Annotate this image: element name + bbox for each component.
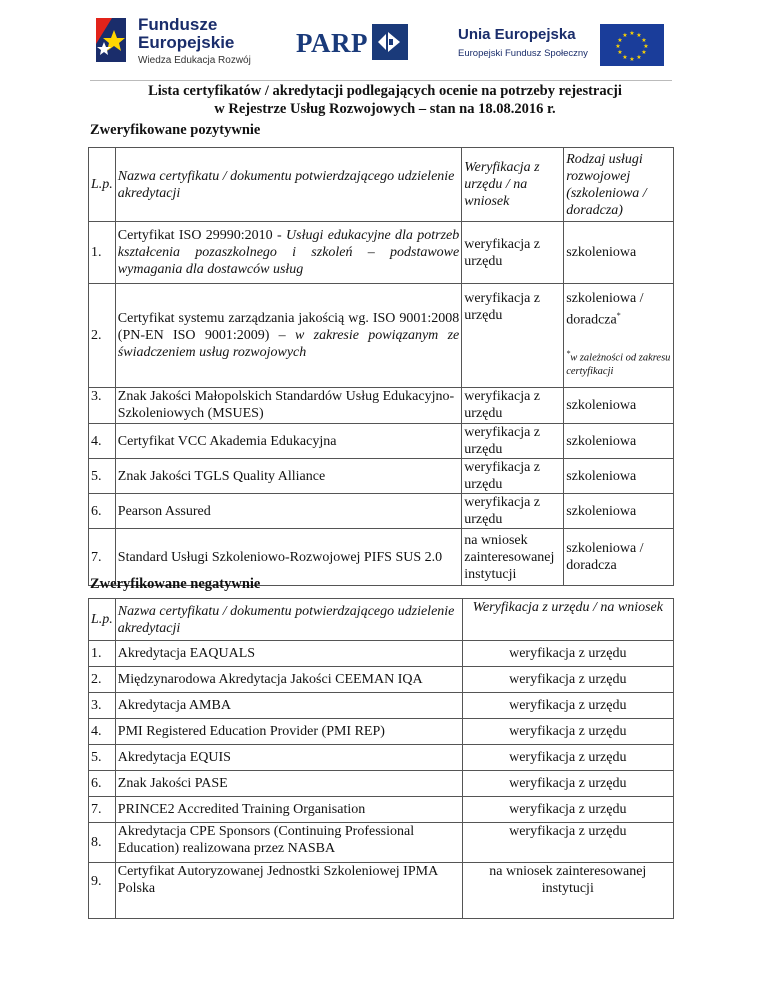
row-lp: 1. [89,222,116,284]
row-service: szkoleniowa [564,222,674,284]
row-name: Znak Jakości PASE [115,771,462,797]
row-name: PRINCE2 Accredited Training Organisation [115,797,462,823]
row-lp: 5. [89,459,116,494]
fundusze-europejskie-emblem-icon [90,14,132,66]
header-verification: Weryfikacja z urzędu / na wniosek [462,599,673,641]
row-name [115,284,461,388]
row-lp: 9. [89,863,116,919]
svg-text:★: ★ [629,30,635,37]
row-lp: 3. [89,388,116,424]
row-lp: 1. [89,641,116,667]
header-lp: L.p. [89,599,116,641]
row-verification: weryfikacja z urzędu [462,284,564,388]
footnote-marker: * [616,311,621,320]
row-name: PMI Registered Education Provider (PMI REP) [115,719,462,745]
row-lp: 4. [89,424,116,459]
row-name-plain: Certyfikat systemu zarządzania jakością wg. ISO 9001:2008 (PN-EN ISO 9001:2009) – [117,311,460,343]
ue-logo-line2: Europejski Fundusz Społeczny [458,48,588,59]
row-service-text: szkoleniowa / doradcza [566,291,644,328]
row-service: szkoleniowa / doradcza [564,529,674,586]
row-verification: weryfikacja z urzędu [462,222,564,284]
parp-logo [296,22,408,64]
footnote-marker: * [566,348,571,358]
table-row [89,459,674,494]
row-name: Znak Jakości TGLS Quality Alliance [115,459,461,494]
fe-logo-line1: Fundusze [138,15,218,34]
negative-section-heading: Zweryfikowane negatywnie [90,576,261,592]
svg-text:★: ★ [641,37,647,44]
table-row [89,797,674,823]
row-lp: 4. [89,719,116,745]
table-row [89,641,674,667]
ue-logo-line1: Unia Europejska [458,26,576,43]
row-service: szkoleniowa [564,494,674,529]
row-verification: na wniosek zainteresowanej instytucji [462,863,673,919]
row-service: szkoleniowa [564,424,674,459]
row-name-italic: Usługi edukacyjne dla potrzeb kształcenia pozaszkolnego i szkoleń – podstawowe wymagania dla dostawców usług [117,228,460,277]
table-row [89,222,674,284]
row-name: Certyfikat Autoryzowanej Jednostki Szkoleniowej IPMA Polska [115,863,462,919]
table-row [89,771,674,797]
table-row [89,863,674,919]
row-lp: 2. [89,284,116,388]
row-name: Standard Usługi Szkoleniowo-Rozwojowej PIFS SUS 2.0 [115,529,461,586]
negative-table-header [89,599,674,641]
row-verification: weryfikacja z urzędu [462,424,564,459]
row-service: szkoleniowa [564,459,674,494]
header-logos [90,8,670,78]
fe-logo-line2: Europejskie [138,33,235,52]
row-verification: weryfikacja z urzędu [462,459,564,494]
svg-text:★: ★ [615,43,621,50]
row-lp: 7. [89,529,116,586]
row-verification: weryfikacja z urzędu [462,797,673,823]
svg-text:★: ★ [636,54,642,61]
row-verification: weryfikacja z urzędu [462,641,673,667]
row-verification: weryfikacja z urzędu [462,693,673,719]
row-verification: weryfikacja z urzędu [462,667,673,693]
row-name: Akredytacja AMBA [115,693,462,719]
row-verification: na wniosek zainteresowanej instytucji [462,529,564,586]
document-title-line1: Lista certyfikatów / akredytacji podlegających ocenie na potrzeby rejestracji [148,83,622,99]
row-verification: weryfikacja z urzędu [462,745,673,771]
table-row [89,388,674,424]
svg-text:★: ★ [622,54,628,61]
fe-logo-line3: Wiedza Edukacja Rozwój [138,55,251,66]
positive-table [88,147,674,586]
footnote-note [566,347,671,380]
footnote-text: w zależności od zakresu certyfikacji [566,352,671,378]
header-divider [90,80,672,81]
table-row [89,719,674,745]
table-row [89,823,674,863]
row-lp: 5. [89,745,116,771]
svg-text:★: ★ [636,32,642,39]
row-verification: weryfikacja z urzędu [462,719,673,745]
svg-text:★: ★ [641,49,647,56]
row-lp: 6. [89,494,116,529]
svg-text:★: ★ [643,43,649,50]
table-row [89,667,674,693]
svg-text:★: ★ [629,56,635,63]
row-name-plain: Certyfikat ISO 29990:2010 - [117,228,287,243]
positive-table-header [89,148,674,222]
positive-section-heading: Zweryfikowane pozytywnie [90,122,261,138]
negative-table [88,598,674,919]
row-name-italic: w zakresie powiązanym ze świadczeniem usług rozwojowych [117,328,460,360]
svg-text:★: ★ [617,37,623,44]
row-verification: weryfikacja z urzędu [462,823,673,863]
unia-europejska-logo [458,20,673,68]
row-name: Znak Jakości Małopolskich Standardów Usług Edukacyjno-Szkoleniowych (MSUES) [115,388,461,424]
header-name: Nazwa certyfikatu / dokumentu potwierdzającego udzielenie akredytacji [115,148,461,222]
row-lp: 8. [89,823,116,863]
row-lp: 7. [89,797,116,823]
row-verification: weryfikacja z urzędu [462,388,564,424]
header-service: Rodzaj usługi rozwojowej (szkoleniowa / doradcza) [564,148,674,222]
header-name: Nazwa certyfikatu / dokumentu potwierdzającego udzielenie akredytacji [115,599,462,641]
row-service [564,284,674,388]
table-row [89,284,674,388]
row-lp: 6. [89,771,116,797]
row-name: Akredytacja CPE Sponsors (Continuing Professional Education) realizowana przez NASBA [115,823,462,863]
document-title [90,82,680,118]
eu-flag-icon [600,24,664,66]
fundusze-europejskie-logo [90,10,260,74]
row-name: Pearson Assured [115,494,461,529]
header-verification: Weryfikacja z urzędu / na wniosek [462,148,564,222]
svg-text:★: ★ [617,49,623,56]
row-name: Międzynarodowa Akredytacja Jakości CEEMAN IQA [115,667,462,693]
parp-emblem-icon [372,24,408,60]
table-row [89,745,674,771]
header-lp: L.p. [89,148,116,222]
row-name: Akredytacja EAQUALS [115,641,462,667]
row-verification: weryfikacja z urzędu [462,771,673,797]
table-row [89,494,674,529]
svg-text:★: ★ [622,32,628,39]
table-row [89,424,674,459]
row-name [115,222,461,284]
row-lp: 3. [89,693,116,719]
row-name: Certyfikat VCC Akademia Edukacyjna [115,424,461,459]
table-row [89,693,674,719]
parp-logo-text: PARP [296,28,368,58]
row-lp: 2. [89,667,116,693]
row-verification: weryfikacja z urzędu [462,494,564,529]
row-service: szkoleniowa [564,388,674,424]
document-title-line2: w Rejestrze Usług Rozwojowych – stan na 18.08.2016 r. [214,101,556,117]
row-name: Akredytacja EQUIS [115,745,462,771]
